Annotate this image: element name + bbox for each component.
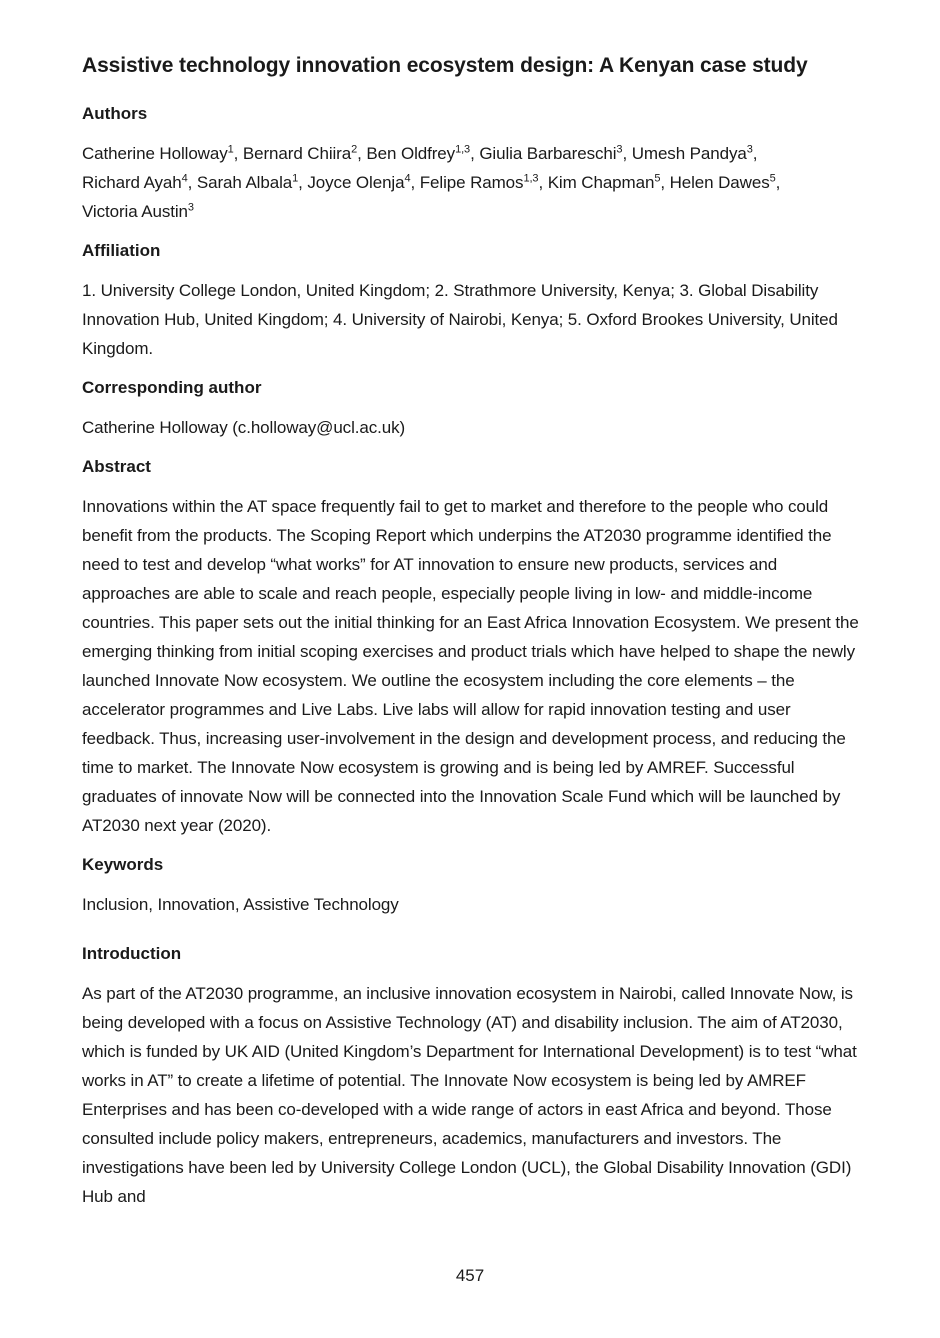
author: Giulia Barbareschi$^3$, [479, 143, 632, 163]
introduction-heading: Introduction [82, 944, 182, 963]
author: Victoria Austin$^3$ [82, 201, 194, 221]
author: Bernard Chiira$^2$, [242, 143, 367, 163]
authors-list [82, 139, 862, 226]
abstract-text: Innovations within the AT space frequently fail to get to market and therefore to the people who could benefit from the products. The Scoping Report which underpins the AT2030 programme identified the need to test and develop “what works” for AT innovation to ensure new products, services and approaches are able to scale and reach people, especially people living in low- and middle-income countries. This paper sets out the initial thinking for an East Africa Innovation Ecosystem. We present the emerging thinking from initial scoping exercises and product trials which have helped to shape the newly launched Innovate Now ecosystem. We outline the ecosystem including the core elements – the accelerator programmes and Live Labs. Live labs will allow for rapid innovation testing and user feedback. Thus, increasing user-involvement in the design and development process, and reducing the time to market. The Innovate Now ecosystem is growing and is being led by AMREF. Successful graduates of innovate Now will be connected into the Innovation Scale Fund which will be launched by AT2030 next year (2020). [82, 497, 859, 835]
author: Felipe Ramos$^{1,3}$, [419, 172, 548, 192]
author: Umesh Pandya$^3$, [631, 143, 758, 163]
introduction-text: As part of the AT2030 programme, an inclusive innovation ecosystem in Nairobi, called Innovate Now, is being developed with a focus on Assistive Technology (AT) and disability inclusion. The aim of AT2030, which is funded by UK AID (United Kingdom’s Department for International Development) is to test “what works in AT” to create a lifetime of potential. The Innovate Now ecosystem is being led by AMREF Enterprises and has been co-developed with a wide range of actors in east Africa and beyond. Those consulted include policy makers, entrepreneurs, academics, manufacturers and investors. The investigations have been led by University College London (UCL), the Global Disability Innovation (GDI) Hub and [82, 984, 857, 1206]
keywords-heading: Keywords [82, 855, 164, 874]
author: Catherine Holloway$^1$, [82, 143, 243, 163]
author: Kim Chapman$^5$, [547, 172, 670, 192]
keywords-text: Inclusion, Innovation, Assistive Technology [82, 895, 399, 914]
abstract-heading: Abstract [82, 457, 151, 476]
corresponding-text: Catherine Holloway (c.holloway@ucl.ac.uk) [82, 418, 406, 437]
paper-page [82, 50, 862, 1223]
corresponding-heading: Corresponding author [82, 378, 262, 397]
author: Sarah Albala$^1$, [196, 172, 308, 192]
author: Helen Dawes$^5$, [669, 172, 781, 192]
affiliation-text: 1. University College London, United Kingdom; 2. Strathmore University, Kenya; 3. Global Disability Innovation Hub, United Kingdom; 4. University of Nairobi, Kenya; 5. Oxford Brookes University, United Kingdom. [82, 281, 838, 358]
affiliation-heading: Affiliation [82, 241, 161, 260]
page-number: 457 [455, 1266, 485, 1285]
author: Joyce Olenja$^4$, [307, 172, 420, 192]
authors-heading: Authors [82, 104, 148, 123]
author: Richard Ayah$^4$, [82, 172, 197, 192]
author: Ben Oldfrey$^{1,3}$, [366, 143, 480, 163]
paper-title: Assistive technology innovation ecosystem design: A Kenyan case study [82, 54, 808, 77]
